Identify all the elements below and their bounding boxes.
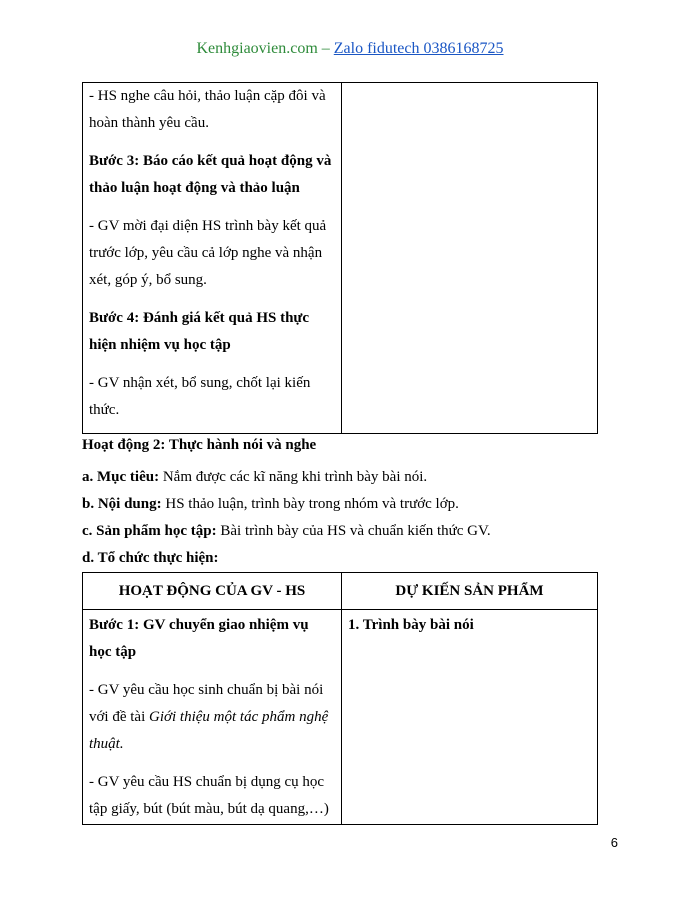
header-site: Kenhgiaovien.com bbox=[196, 40, 318, 57]
table2-header-right: DỰ KIẾN SẢN PHẨM bbox=[342, 573, 598, 610]
table1-line: hoàn thành yêu cầu. bbox=[89, 115, 209, 131]
product-line bbox=[82, 518, 642, 545]
table2-line bbox=[89, 704, 335, 731]
organization-heading: d. Tổ chức thực hiện: bbox=[82, 550, 219, 566]
table1-left-cell bbox=[83, 83, 342, 434]
table1-line: thức. bbox=[89, 402, 120, 418]
step3-heading: Bước 3: Báo cáo kết quả hoạt động và bbox=[89, 153, 332, 169]
table2-header-left: HOẠT ĐỘNG CỦA GV - HS bbox=[83, 573, 342, 610]
table2-right-cell bbox=[342, 610, 598, 825]
table1-line: - HS nghe câu hỏi, thảo luận cặp đôi và bbox=[89, 88, 326, 104]
page-header bbox=[0, 40, 700, 58]
step1-heading: học tập bbox=[89, 644, 137, 660]
objective-line bbox=[82, 464, 642, 491]
step1-heading: Bước 1: GV chuyển giao nhiệm vụ bbox=[89, 617, 309, 633]
table1-line: - GV nhận xét, bổ sung, chốt lại kiến bbox=[89, 375, 311, 391]
table1-right-cell bbox=[342, 83, 598, 434]
activity2-title: Hoạt động 2: Thực hành nói và nghe bbox=[82, 437, 317, 453]
topic-title-end: thuật. bbox=[89, 736, 124, 752]
topic-prefix: với đề tài bbox=[89, 709, 149, 725]
step4-heading: Bước 4: Đánh giá kết quả HS thực bbox=[89, 310, 310, 326]
objective-text: Nắm được các kĩ năng khi trình bày bài nói. bbox=[159, 469, 428, 485]
table2-left-cell bbox=[83, 610, 342, 825]
activity-table-continued bbox=[82, 82, 598, 434]
activity2-table bbox=[82, 572, 598, 825]
product-text: Bài trình bày của HS và chuẩn kiến thức GV. bbox=[216, 523, 491, 539]
step4-heading: hiện nhiệm vụ học tập bbox=[89, 337, 231, 353]
objective-label: a. Mục tiêu: bbox=[82, 469, 160, 485]
table2-line: - GV yêu cầu HS chuẩn bị dụng cụ học bbox=[89, 774, 325, 790]
table2-line: tập giấy, bút (bút màu, bút dạ quang,…) bbox=[89, 801, 329, 817]
content-line bbox=[82, 491, 642, 518]
step3-heading: thảo luận hoạt động và thảo luận bbox=[89, 180, 300, 196]
header-separator: – bbox=[317, 40, 334, 57]
content-label: b. Nội dung: bbox=[82, 496, 162, 512]
topic-title: Giới thiệu một tác phẩm nghệ bbox=[149, 709, 329, 725]
page-number: 6 bbox=[610, 835, 618, 850]
product-heading: 1. Trình bày bài nói bbox=[348, 617, 474, 633]
table2-line: - GV yêu cầu học sinh chuẩn bị bài nói bbox=[89, 682, 324, 698]
table1-line: - GV mời đại diện HS trình bày kết quả bbox=[89, 218, 327, 234]
header-contact-link[interactable]: Zalo fidutech 0386168725 bbox=[333, 40, 504, 57]
table1-line: xét, góp ý, bổ sung. bbox=[89, 272, 207, 288]
content-text: HS thảo luận, trình bày trong nhóm và trước lớp. bbox=[161, 496, 459, 512]
product-label: c. Sản phẩm học tập: bbox=[82, 523, 217, 539]
table1-line: trước lớp, yêu cầu cả lớp nghe và nhận bbox=[89, 245, 323, 261]
